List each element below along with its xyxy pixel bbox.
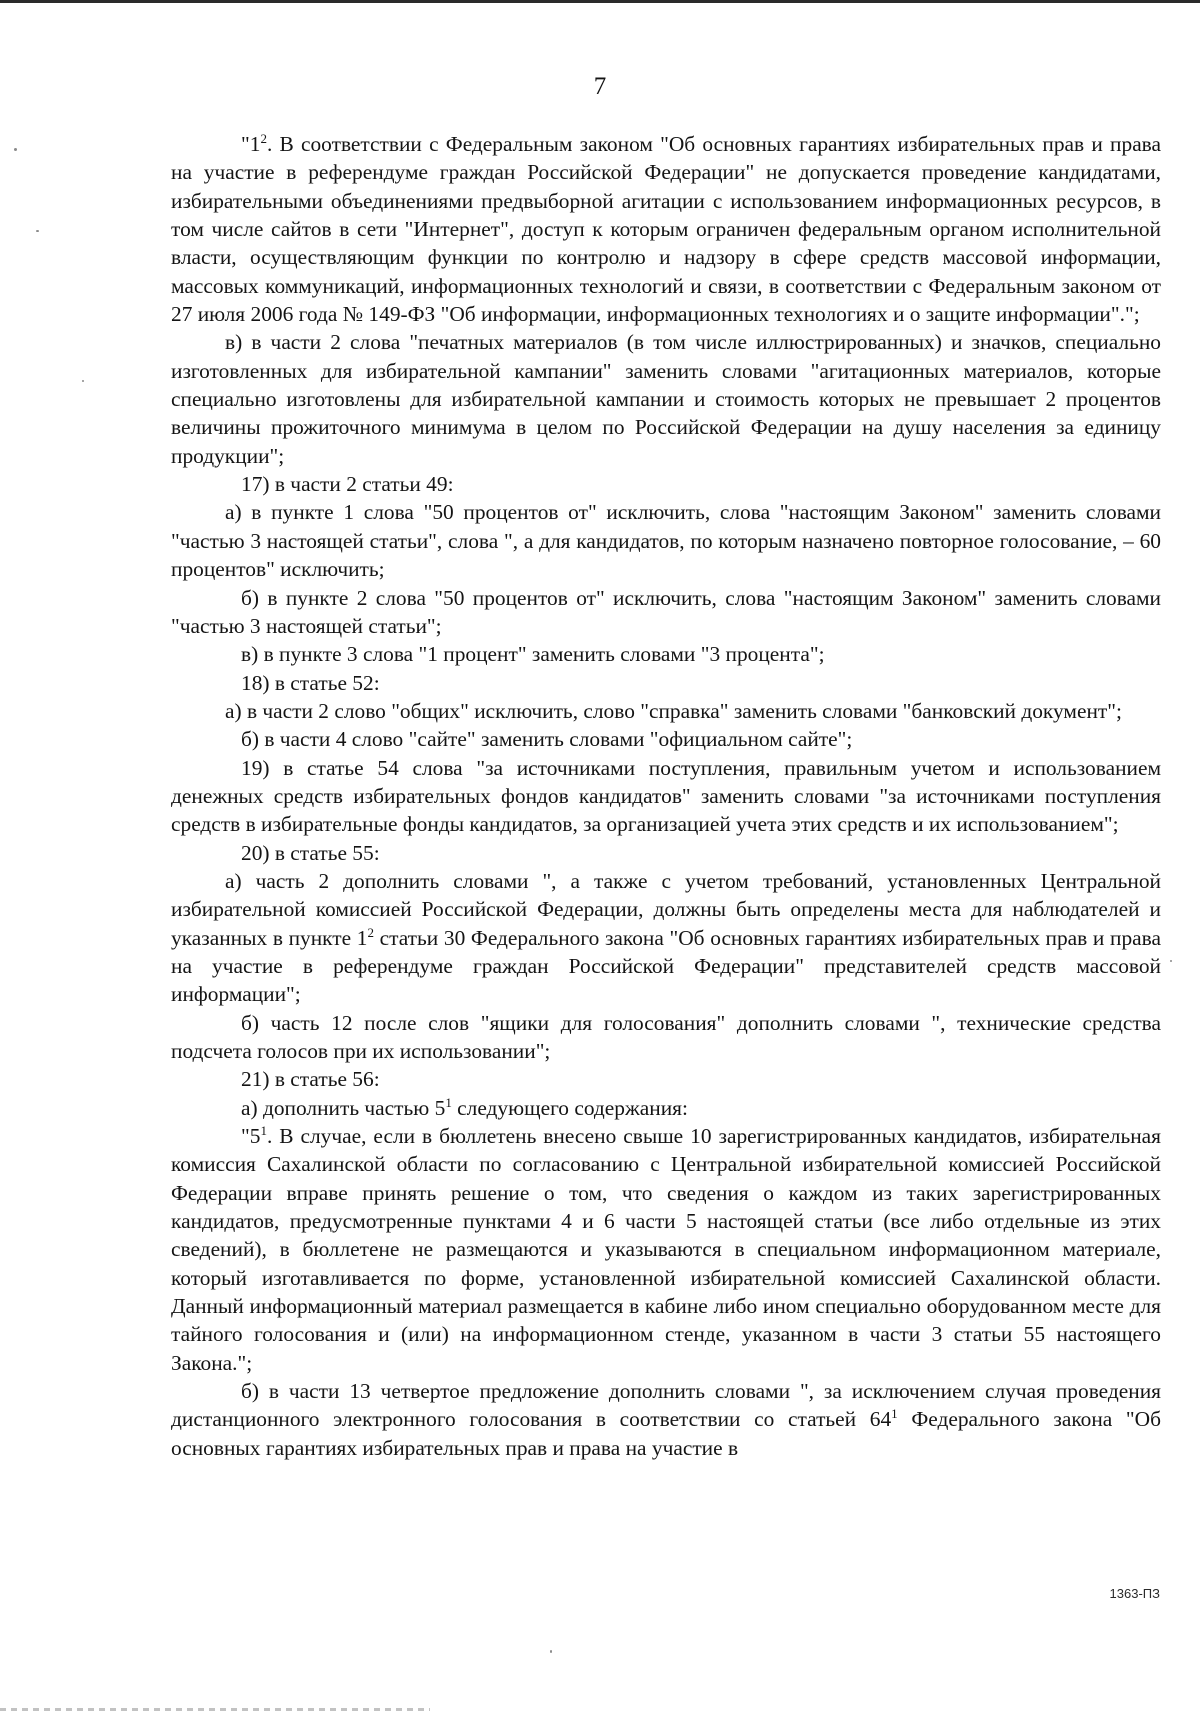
scan-speck (82, 380, 84, 382)
text-run: 17) в части 2 статьи 49: (241, 472, 454, 497)
paragraph (171, 1122, 1161, 1377)
superscript: 2 (367, 924, 374, 940)
text-run: 20) в статье 55: (241, 840, 380, 865)
paragraph (171, 498, 1161, 583)
paragraph (171, 754, 1161, 839)
text-run: а) дополнить частью 5 (241, 1095, 446, 1120)
paragraph (171, 470, 1161, 498)
text-run: . В соответствии с Федеральным законом "Об основных гарантиях избирательных прав и права на участие в референдуме граждан Российской Федерации" не допускается проведение кандидатами, избирательными объединениями предвыборной агитации с использованием информационных ресурсов, в том числе сайтов в сети "Интернет", доступ к которым ограничен федеральным органом исполнительной власти, осуществляющим функции по контролю и надзору в сфере средств массовой информации, массовых коммуникаций, информационных технологий и связи, в соответствии с Федеральным законом от 27 июля 2006 года № 149-ФЗ "Об информации, информационных технологиях и о защите информации"."; (171, 132, 1161, 327)
superscript: 2 (260, 131, 267, 146)
paragraph (171, 584, 1161, 641)
document-body (171, 130, 1161, 1462)
text-run: а) в пункте 1 слова "50 процентов от" исключить, слова "настоящим Законом" заменить словами "частью 3 настоящей статьи", слова ", а для кандидатов, по которым назначено повторное голосование, – 60 процентов" исключить; (171, 500, 1161, 582)
paragraph (171, 867, 1161, 1009)
text-run: Федерального закона "Об основных гарантиях избирательных прав и права на участие в (171, 1407, 1161, 1460)
page-number: 7 (593, 73, 607, 100)
text-run: "5 (241, 1124, 261, 1149)
superscript: 1 (891, 1406, 898, 1422)
paragraph (171, 839, 1161, 867)
document-code: 1363-ПЗ (1109, 1586, 1160, 1601)
text-run: б) часть 12 после слов "ящики для голосования" дополнить словами ", технические средства подсчета голосов при их использовании"; (171, 1010, 1161, 1063)
text-run: б) в части 13 четвертое предложение дополнить словами ", за исключением случая проведения дистанционного электронного голосования в соответствии со статьей 64 (171, 1379, 1161, 1432)
scan-speck (550, 1650, 552, 1653)
paragraph (171, 328, 1161, 470)
superscript: 1 (445, 1094, 452, 1110)
text-run: в) в части 2 слова "печатных материалов (в том числе иллюстрированных) и значков, специально изготовленных для избирательной кампании" заменить словами "агитационных материалов, которые специально изготовлены для избирательной кампании и стоимость которых не превышает 2 процентов величины прожиточного минимума в целом по Российской Федерации на душу населения за единицу продукции"; (171, 330, 1161, 468)
text-run: б) в пункте 2 слова "50 процентов от" исключить, слова "настоящим Законом" заменить словами "частью 3 настоящей статьи"; (171, 585, 1161, 638)
scan-speck (14, 148, 17, 151)
paragraph (171, 697, 1161, 725)
paragraph (171, 1009, 1161, 1066)
paragraph (171, 725, 1161, 753)
scan-speck (36, 230, 39, 232)
text-run: 21) в статье 56: (241, 1067, 380, 1092)
top-border-line (0, 0, 1200, 3)
text-run: б) в части 4 слово "сайте" заменить словами "официальном сайте"; (241, 727, 853, 752)
paragraph (171, 130, 1161, 328)
superscript: 1 (260, 1123, 267, 1139)
paragraph (171, 640, 1161, 668)
scan-edge-noise (0, 1708, 430, 1711)
text-run: 19) в статье 54 слова "за источниками поступления, правильным учетом и использованием денежных средств избирательных фондов кандидатов" заменить словами "за источниками поступления средств в избирательные фонды кандидатов, за организацией учета этих средств и их использованием"; (171, 755, 1161, 837)
text-run: следующего содержания: (451, 1095, 688, 1120)
text-run: . В случае, если в бюллетень внесено свыше 10 зарегистрированных кандидатов, избирательная комиссия Сахалинской области по согласованию с Центральной избирательной комиссией Российской Федерации вправе принять решение о том, что сведения о каждом из таких зарегистрированных кандидатов, предусмотренные пунктами 4 и 6 части 5 настоящей статьи (все либо отдельные из этих сведений), в бюллетене не размещаются и указываются в специальном информационном материале, который изготавливается по форме, установленной избирательной комиссией Сахалинской области. Данный информационный материал размещается в кабине либо ином специально оборудованном месте для тайного голосования и (или) на информационном стенде, указанном в части 3 статьи 55 настоящего Закона."; (171, 1124, 1161, 1375)
text-run: а) в части 2 слово "общих" исключить, слово "справка" заменить словами "банковский документ"; (225, 698, 1122, 723)
scan-speck (1170, 960, 1172, 962)
paragraph (171, 1377, 1161, 1462)
paragraph (171, 669, 1161, 697)
text-run: статьи 30 Федерального закона "Об основных гарантиях избирательных прав и права на участие в референдуме граждан Российской Федерации" представителей средств массовой информации"; (171, 925, 1161, 1007)
paragraph (171, 1065, 1161, 1093)
text-run: в) в пункте 3 слова "1 процент" заменить словами "3 процента"; (241, 642, 825, 667)
text-run: 18) в статье 52: (241, 670, 380, 695)
paragraph (171, 1094, 1161, 1122)
text-run: "1 (241, 132, 261, 156)
text-run: а) часть 2 дополнить словами ", а также с учетом требований, установленных Центральной избирательной комиссией Российской Федерации, должны быть определены места для наблюдателей и указанных в пункте 1 (171, 868, 1161, 950)
